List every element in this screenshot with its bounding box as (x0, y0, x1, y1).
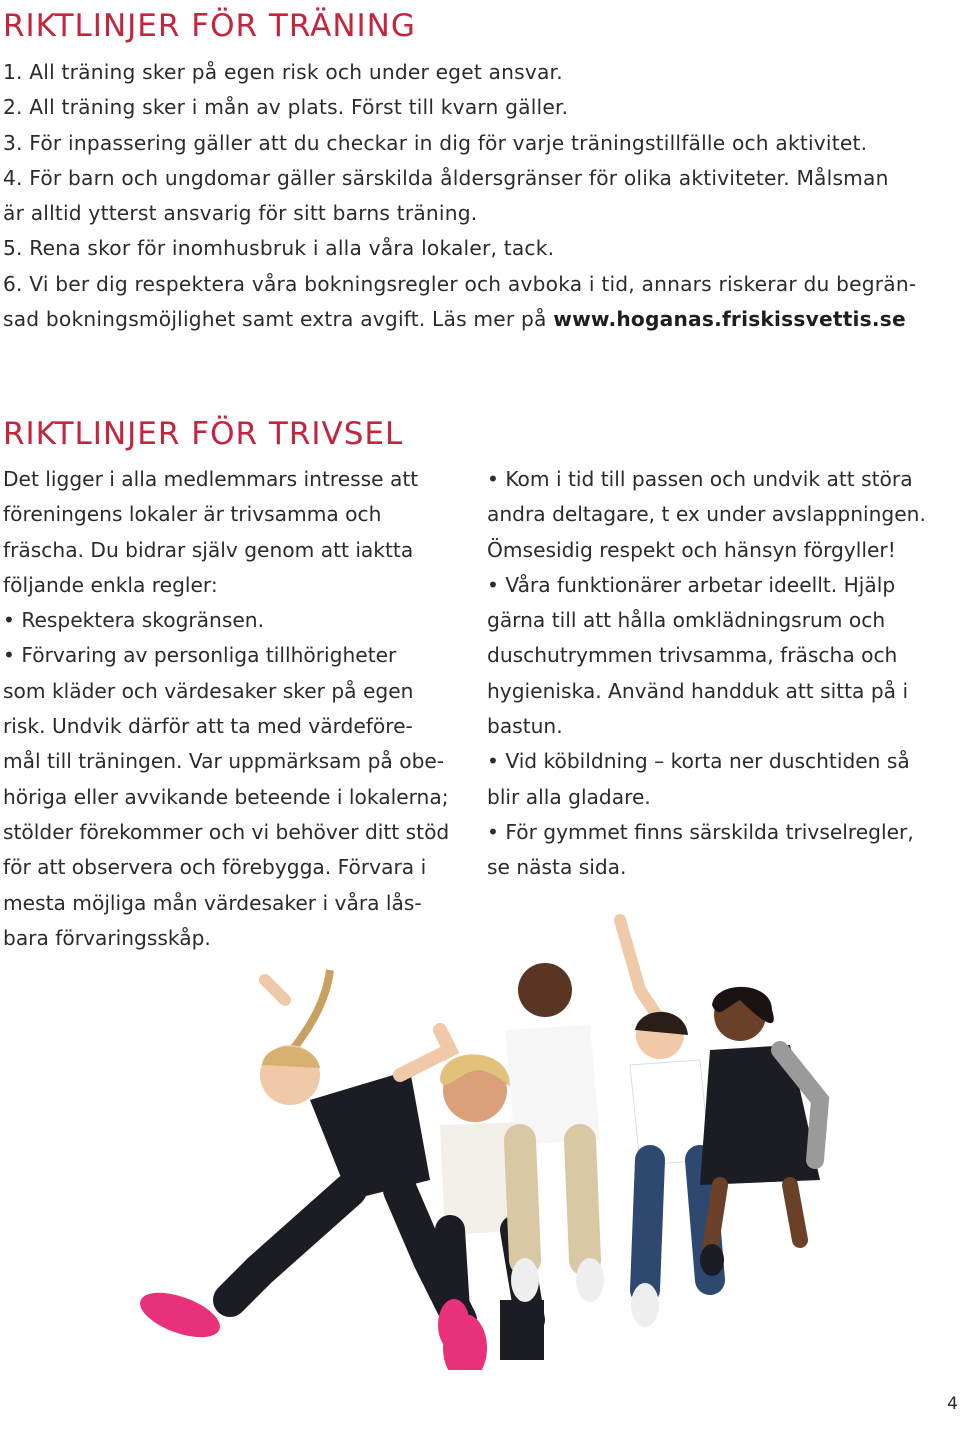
heading-wellbeing-guidelines: RIKTLINJER FÖR TRIVSEL (3, 416, 404, 452)
paragraph-line: hygieniska. Använd handduk att sitta på i (487, 678, 909, 703)
person-woman-glasses (620, 920, 710, 1327)
paragraph-line: mål till träningen. Var uppmärksam på obe- (3, 749, 445, 774)
paragraph-line: andra deltagare, t ex under avslappningen. (487, 502, 926, 527)
rule-line: 6. Vi ber dig respektera våra bokningsregler och avboka i tid, annars riskerar du begrän- (3, 271, 917, 296)
page-number: 4 (947, 1394, 958, 1414)
bullet-line: • För gymmet finns särskilda trivselregler, (487, 819, 914, 844)
rule-line: 1. All träning sker på egen risk och under eget ansvar. (3, 60, 563, 84)
wellbeing-left-column (3, 462, 453, 956)
paragraph-line: följande enkla regler: (3, 572, 218, 597)
paragraph-line: mesta möjliga mån värdesaker i våra lås- (3, 890, 422, 915)
rule-line: 2. All träning sker i mån av plats. Först till kvarn gäller. (3, 95, 569, 120)
heading-training-guidelines: RIKTLINJER FÖR TRÄNING (3, 8, 416, 44)
person-man (505, 963, 604, 1302)
rule-line: 3. För inpassering gäller att du checkar in dig för varje träningstillfälle och aktivitet. (3, 130, 868, 155)
bullet-line: • Vid köbildning – korta ner duschtiden så (487, 749, 910, 774)
paragraph-line: höriga eller avvikande beteende i lokalerna; (3, 784, 449, 809)
rule-line: 4. För barn och ungdomar gäller särskilda åldersgränser för olika aktiviteter. Målsman (3, 165, 889, 190)
paragraph-line: föreningens lokaler är trivsamma och (3, 502, 382, 527)
person-woman-dress (700, 987, 820, 1276)
jumping-people-photo (100, 900, 960, 1370)
paragraph-line: blir alla gladare. (487, 784, 651, 809)
bullet-line: • Våra funktionärer arbetar ideellt. Hjälp (487, 572, 896, 597)
rule-line: är alltid ytterst ansvarig för sitt barns träning. (3, 201, 478, 226)
bullet-line: • Kom i tid till passen och undvik att störa (487, 467, 913, 491)
paragraph-line: fräscha. Du bidrar själv genom att iaktta (3, 537, 414, 562)
training-rules-list (3, 55, 933, 337)
paragraph-line: bastun. (487, 714, 563, 739)
bullet-line: • Respektera skogränsen. (3, 608, 264, 633)
wellbeing-right-column (487, 462, 937, 886)
rule-line-text: sad bokningsmöjlighet samt extra avgift. Läs mer på (3, 307, 554, 332)
rule-line (3, 302, 933, 337)
paragraph-line: stölder förekommer och vi behöver ditt stöd (3, 819, 450, 844)
paragraph-line: se nästa sida. (487, 855, 627, 880)
paragraph-line: gärna till att hålla omklädningsrum och (487, 608, 886, 633)
paragraph-line: risk. Undvik därför att ta med värdeföre- (3, 714, 413, 739)
bullet-line: • Förvaring av personliga tillhörigheter (3, 643, 397, 668)
rule-line: 5. Rena skor för inomhusbruk i alla våra lokaler, tack. (3, 236, 555, 261)
paragraph-line: som kläder och värdesaker sker på egen (3, 678, 414, 703)
paragraph-line: Det ligger i alla medlemmars intresse att (3, 467, 419, 491)
person-woman-braid (134, 970, 487, 1370)
paragraph-line: för att observera och förebygga. Förvara i (3, 855, 427, 880)
website-link[interactable]: www.hoganas.friskissvettis.se (553, 307, 906, 332)
paragraph-line: bara förvaringsskåp. (3, 925, 211, 950)
paragraph-line: Ömsesidig respekt och hänsyn förgyller! (487, 537, 896, 562)
paragraph-line: duschutrymmen trivsamma, fräscha och (487, 643, 898, 668)
